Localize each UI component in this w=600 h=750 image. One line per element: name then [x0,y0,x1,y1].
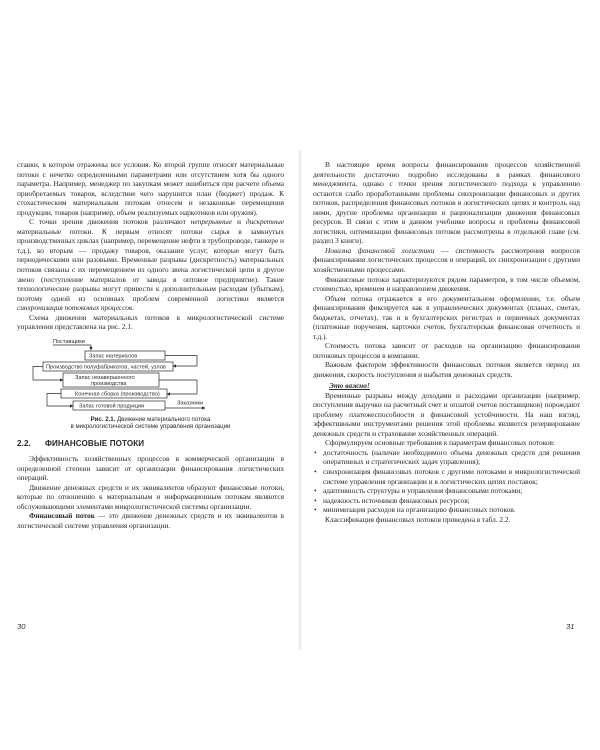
right-page [313,160,580,524]
list-item: • достаточность (наличие необходимого объема денежных средств для решения оперативных и стратегических задач управления); [314,447,580,467]
term-synchronization: синхронизация потоковых процессов [17,303,133,313]
customers-label: Заказчики [177,400,204,407]
bullet-icon: • [314,466,317,476]
list-item: • синхронизация финансовых потоков с другими потоками в микрологистической системе управления организации и в логистических цепях поставок; [314,466,580,486]
material-flow-diagram [17,336,284,432]
left-para-2: С точки зрения движения потоков различают непрерывные и дискретные материальные потоки. К первым относят потоки сырья в замкнутых производственных циклах (например, перемещение нефти в трубопроводе, танкере и т.д.), ко вторым — продажу товаров, оказание услуг, которые могут быть периодическими или разовыми. Временные разрывы (дискретность) материальных потоков связаны с их перемещением из одного звена логистической цепи в другое звено (поступление материалов от завода в оптовое предприятие). Такие технологические разрывы могут привести к дополнительным расходам (убыткам), поэтому одной из основных проблем современной логистики является синхронизация потоковых процессов. [17,217,284,313]
page-gutter [298,150,302,650]
list-item: • надежность источников финансовых ресурсов; [314,495,470,505]
box-assembly-label: Конечная сборка (производство) [75,391,160,398]
box-finished-label: Запас готовой продукции [79,403,145,410]
section-heading [17,439,284,448]
diagram-svg [17,336,284,432]
right-para-5: Стоимость потока зависит от расходов на организацию финансирования потоковых процессов в компании. [313,341,580,360]
requirements-list [313,448,580,515]
page-number-right: 31 [566,622,575,631]
important-note: Это важно! [329,380,370,390]
left-para-3: Схема движения материальных потоков в микрологистической системе управления представлена на рис. 2.1. [17,312,284,332]
page-number-left: 30 [17,622,26,631]
left-para-6: Финансовый поток — это движение денежных средств и их эквивалентов в логистической системе управления организации. [17,511,284,530]
term-continuous: непрерывные [190,217,232,227]
bullet-icon: • [314,495,317,505]
term-novelty: Новизна финансовой логистики [325,245,435,255]
figure-caption: Рис. 2.1. Движение материального потока в микрологистической системе управления организации [70,415,231,431]
right-para-4: Объем потока отражается в его документальном оформлении, т.е. объем финансирования фиксируется как в управленческих документах (планах, сметах, бюджетах, отчетах), так и в бухгалтерских регистрах и первичных документах (платежные поручения, карточки счетов, бухгалтерская финансовая отчетность и т.д.). [313,293,580,341]
box-wip-label-1: Запас незавершенного [75,374,135,381]
box-wip-label-2: производства [91,380,127,387]
left-page [17,160,284,530]
list-item: • адаптивность структуры и управления финансовыми потоками; [314,486,523,496]
right-para-1: В настоящее время вопросы финансирования процессов хозяйственной деятельности достаточно подробно исследованы в рамках финансового менеджмента, однако с точки зрения логистического подхода к управлению остаются слабо проработанными проблемы синхронизации финансовых и других потоков, распределения финансовых потоков в логистических цепях и контроль над ними, другие проблемы организации и рационализации движения финансовых ресурсов. В связи с этим в данном учебнике вопросы и проблемы финансовой логистики, оптимизации финансовых потоков рассмотрены в отдельной главе (см. раздел 3 книги). [313,160,580,246]
list-item: • минимизация расходов на организацию финансовых потоков. [314,505,516,515]
box-materials-label: Запас материалов [89,353,138,360]
section-number: 2.2. [17,439,31,449]
left-para-4: Эффективность хозяйственных процессов в коммерческой организации в определенной степени зависит от организации финансирования логистических операций. [17,454,284,483]
right-para-8: Сформулируем основные требования к параметрам финансовых потоков: [325,438,556,448]
section-title: ФИНАНСОВЫЕ ПОТОКИ [45,439,145,449]
right-para-9: Классификация финансовых потоков приведена в табл. 2.2. [325,514,511,524]
suppliers-label: Поставщики [53,338,85,345]
right-para-6: Важным фактором эффективности финансовых потоков является период их движения, скорость поступления и выбытия денежных средств. [313,360,580,380]
figure-caption-label: Рис. 2.1. [90,415,116,423]
right-para-2: Новизна финансовой логистики — системность рассмотрения вопросов финансирования логистических процессов и операций, их синхронизации с другими хозяйственными процессами. [313,245,580,275]
right-para-7: Временные разрывы между доходами и расходами организации (например, поступления выручки на расчетный счет и оплатой счетов поставщиков) порождают проблему платежеспособности и финансовой устойчивости. На наш взгляд, эффективными инструментами решения этой проблемы являются резервирование денежных средств и страхование хозяйственных операций. [313,390,580,438]
term-financial-flow: Финансовый поток [29,511,95,521]
left-para-1: ставки, в котором отражены все условия. Ко второй группе относят материальные потоки с нечетко определенными параметрами или отсутствием хотя бы одного параметра. Например, менеджер по закупкам может ошибиться при расчете объема приобретаемых товаров, вследствие чего нарушится план (бюджет) продаж. К стохастическим материальным потокам отнесем и незаконные перемещения продукции, товаров (например, объем реализуемых наркотиков или оружия). [17,160,284,217]
bullet-icon: • [314,447,317,457]
left-para-5: Движение денежных средств и их эквивалентов образуют финансовые потоки, которые по отношению к материальным и информационным потокам являются обслуживающими элементами микрологистической системы организации. [17,482,284,511]
bullet-icon: • [314,486,317,496]
bullet-icon: • [314,505,317,515]
term-discrete: дискретные [245,217,284,227]
right-para-3: Финансовые потоки характеризуются рядом параметров, в том числе объемом, стоимостью, временем и направлением движения. [313,274,580,294]
box-semifinished-label: Производство полуфабрикатов, частей, узлов [46,364,166,371]
